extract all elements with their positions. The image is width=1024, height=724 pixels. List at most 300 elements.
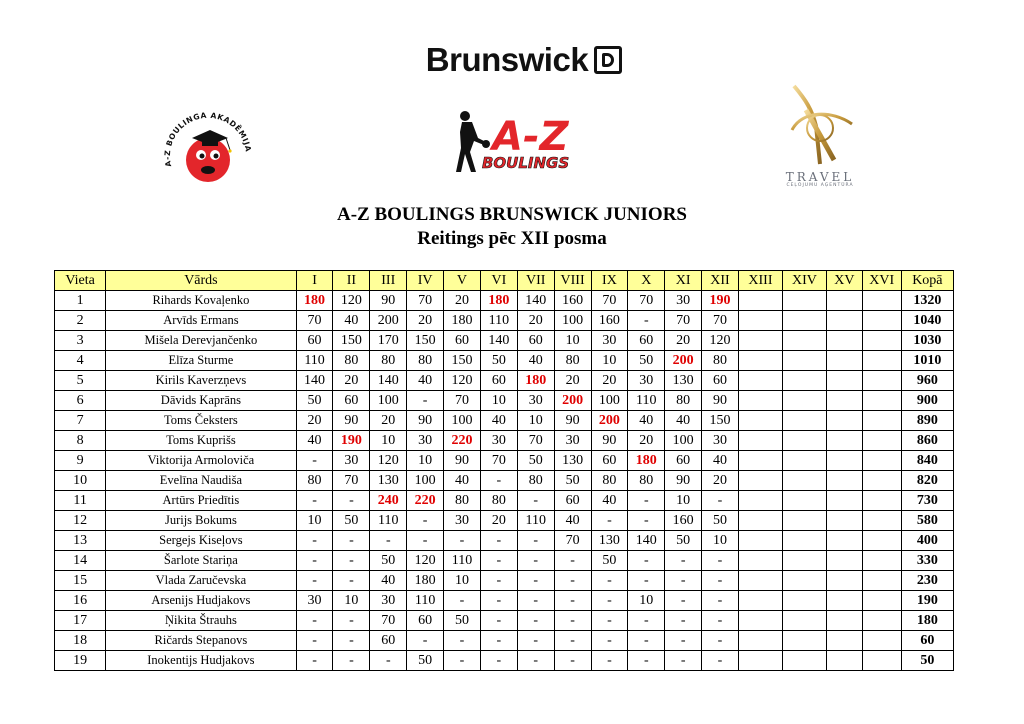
score-cell xyxy=(826,591,862,611)
score-cell: 10 xyxy=(480,391,517,411)
score-cell: - xyxy=(591,631,628,651)
score-cell: - xyxy=(296,551,333,571)
score-cell xyxy=(826,571,862,591)
column-header: VI xyxy=(480,271,517,291)
score-cell: - xyxy=(665,571,702,591)
score-cell: - xyxy=(554,551,591,571)
score-cell: 120 xyxy=(444,371,481,391)
score-cell xyxy=(782,571,826,591)
column-header: XIV xyxy=(782,271,826,291)
score-cell xyxy=(782,491,826,511)
score-cell: 30 xyxy=(333,451,370,471)
score-cell: 200 xyxy=(665,351,702,371)
score-cell: 80 xyxy=(480,491,517,511)
score-cell xyxy=(738,611,782,631)
name-cell: Vlada Zaručevska xyxy=(106,571,296,591)
page-subtitle: Reitings pēc XII posma xyxy=(417,228,607,249)
score-cell: - xyxy=(591,651,628,671)
total-cell: 860 xyxy=(901,431,953,451)
score-cell: - xyxy=(407,531,444,551)
score-cell: 70 xyxy=(517,431,554,451)
score-cell: - xyxy=(628,551,665,571)
column-header: VIII xyxy=(554,271,591,291)
score-cell: 30 xyxy=(665,291,702,311)
score-cell: 70 xyxy=(665,311,702,331)
score-cell: 110 xyxy=(628,391,665,411)
score-cell: - xyxy=(702,571,739,591)
brunswick-b-icon xyxy=(594,46,622,74)
column-header: Kopā xyxy=(901,271,953,291)
score-cell: 40 xyxy=(628,411,665,431)
name-cell: Ričards Stepanovs xyxy=(106,631,296,651)
score-cell: 80 xyxy=(407,351,444,371)
score-cell xyxy=(826,431,862,451)
score-cell xyxy=(782,451,826,471)
score-cell xyxy=(738,411,782,431)
score-cell: 60 xyxy=(702,371,739,391)
total-cell: 400 xyxy=(901,531,953,551)
score-cell: 10 xyxy=(591,351,628,371)
score-cell: - xyxy=(517,651,554,671)
score-cell: 100 xyxy=(554,311,591,331)
score-cell: 100 xyxy=(591,391,628,411)
score-cell xyxy=(738,291,782,311)
score-cell: - xyxy=(554,651,591,671)
name-cell: Inokentijs Hudjakovs xyxy=(106,651,296,671)
score-cell xyxy=(826,631,862,651)
column-header: Vieta xyxy=(55,271,106,291)
column-header: I xyxy=(296,271,333,291)
total-cell: 1040 xyxy=(901,311,953,331)
score-cell: - xyxy=(628,491,665,511)
score-cell: - xyxy=(296,491,333,511)
score-cell: - xyxy=(333,611,370,631)
score-cell: 20 xyxy=(296,411,333,431)
score-cell xyxy=(862,351,901,371)
place-cell: 14 xyxy=(55,551,106,571)
score-cell: 30 xyxy=(407,431,444,451)
place-cell: 15 xyxy=(55,571,106,591)
name-cell: Artūrs Priedītis xyxy=(106,491,296,511)
score-cell: 20 xyxy=(407,311,444,331)
score-cell: - xyxy=(480,531,517,551)
name-cell: Mišela Derevjančenko xyxy=(106,331,296,351)
score-cell: 90 xyxy=(702,391,739,411)
score-cell: - xyxy=(480,471,517,491)
score-cell: - xyxy=(444,531,481,551)
score-cell: 120 xyxy=(370,451,407,471)
score-cell: - xyxy=(407,511,444,531)
place-cell: 6 xyxy=(55,391,106,411)
score-cell xyxy=(782,411,826,431)
total-cell: 190 xyxy=(901,591,953,611)
score-cell: 40 xyxy=(702,451,739,471)
score-cell: 100 xyxy=(444,411,481,431)
score-cell: 80 xyxy=(628,471,665,491)
score-cell: 20 xyxy=(554,371,591,391)
score-cell xyxy=(738,551,782,571)
score-cell: - xyxy=(665,651,702,671)
table-row xyxy=(55,471,954,491)
score-cell: 60 xyxy=(665,451,702,471)
name-cell: Arsenijs Hudjakovs xyxy=(106,591,296,611)
score-cell: 50 xyxy=(296,391,333,411)
az-boulings-logo xyxy=(452,108,582,176)
score-cell: 80 xyxy=(296,471,333,491)
score-cell: 200 xyxy=(370,311,407,331)
name-cell: Šarlote Stariņa xyxy=(106,551,296,571)
score-cell xyxy=(826,531,862,551)
score-cell xyxy=(782,331,826,351)
score-cell: 10 xyxy=(370,431,407,451)
score-cell xyxy=(862,551,901,571)
score-cell: - xyxy=(517,551,554,571)
score-cell: - xyxy=(554,591,591,611)
place-cell: 9 xyxy=(55,451,106,471)
score-cell xyxy=(826,471,862,491)
table-row xyxy=(55,611,954,631)
score-cell: 50 xyxy=(444,611,481,631)
score-cell: 10 xyxy=(517,411,554,431)
score-cell: 80 xyxy=(517,471,554,491)
score-cell: 90 xyxy=(665,471,702,491)
score-cell: - xyxy=(702,611,739,631)
score-cell: 40 xyxy=(554,511,591,531)
score-cell: 150 xyxy=(444,351,481,371)
score-cell: 90 xyxy=(444,451,481,471)
score-cell xyxy=(862,371,901,391)
name-cell: Arvīds Ermans xyxy=(106,311,296,331)
score-cell: 20 xyxy=(333,371,370,391)
total-cell: 230 xyxy=(901,571,953,591)
score-cell: - xyxy=(480,611,517,631)
score-cell: - xyxy=(296,531,333,551)
score-cell: 90 xyxy=(554,411,591,431)
bowling-academy-logo xyxy=(158,110,258,192)
score-cell: - xyxy=(554,611,591,631)
table-row xyxy=(55,531,954,551)
score-cell: 60 xyxy=(628,331,665,351)
travel-subtitle: CEĻOJUMU AĢENTŪRA xyxy=(786,183,854,188)
place-cell: 12 xyxy=(55,511,106,531)
score-cell xyxy=(826,391,862,411)
total-cell: 330 xyxy=(901,551,953,571)
score-cell xyxy=(738,591,782,611)
score-cell: 30 xyxy=(702,431,739,451)
score-cell xyxy=(862,631,901,651)
score-cell: 110 xyxy=(517,511,554,531)
score-cell: - xyxy=(517,611,554,631)
score-cell: 190 xyxy=(702,291,739,311)
score-cell: 110 xyxy=(296,351,333,371)
score-cell: 240 xyxy=(370,491,407,511)
score-cell: 200 xyxy=(554,391,591,411)
score-cell xyxy=(782,431,826,451)
score-cell: 20 xyxy=(370,411,407,431)
score-cell: 70 xyxy=(370,611,407,631)
score-cell: 50 xyxy=(407,651,444,671)
score-cell: 70 xyxy=(591,291,628,311)
score-cell: - xyxy=(407,391,444,411)
place-cell: 3 xyxy=(55,331,106,351)
table-row xyxy=(55,571,954,591)
score-cell: 50 xyxy=(628,351,665,371)
score-cell xyxy=(782,631,826,651)
score-cell: 10 xyxy=(444,571,481,591)
score-cell: 60 xyxy=(444,331,481,351)
score-cell: 180 xyxy=(444,311,481,331)
score-cell: 20 xyxy=(628,431,665,451)
score-cell: 150 xyxy=(702,411,739,431)
score-cell: 50 xyxy=(370,551,407,571)
score-cell: - xyxy=(480,551,517,571)
score-cell: 50 xyxy=(480,351,517,371)
score-cell: - xyxy=(517,631,554,651)
total-cell: 1010 xyxy=(901,351,953,371)
name-cell: Toms Kuprišs xyxy=(106,431,296,451)
name-cell: Kirils Kaverzņevs xyxy=(106,371,296,391)
score-cell: - xyxy=(296,651,333,671)
score-cell: 80 xyxy=(444,491,481,511)
score-cell: - xyxy=(591,511,628,531)
score-cell: 10 xyxy=(665,491,702,511)
score-cell: - xyxy=(296,611,333,631)
brunswick-wordmark: Brunswick xyxy=(425,41,589,78)
score-cell: - xyxy=(517,491,554,511)
page-title: A-Z BOULINGS BRUNSWICK JUNIORS xyxy=(337,204,687,225)
table-row xyxy=(55,651,954,671)
score-cell: 20 xyxy=(665,331,702,351)
score-cell: 140 xyxy=(370,371,407,391)
score-cell: - xyxy=(333,551,370,571)
score-cell: 30 xyxy=(480,431,517,451)
name-cell: Toms Čeksters xyxy=(106,411,296,431)
place-cell: 8 xyxy=(55,431,106,451)
score-cell: 30 xyxy=(517,391,554,411)
score-cell: - xyxy=(702,551,739,571)
score-cell xyxy=(738,371,782,391)
score-cell: 80 xyxy=(370,351,407,371)
az-letters: A-Z xyxy=(492,114,569,160)
table-row xyxy=(55,451,954,471)
score-cell: - xyxy=(628,571,665,591)
score-cell: - xyxy=(480,651,517,671)
score-cell: 30 xyxy=(628,371,665,391)
score-cell xyxy=(862,411,901,431)
score-cell: - xyxy=(296,571,333,591)
score-cell: 130 xyxy=(591,531,628,551)
score-cell: 160 xyxy=(554,291,591,311)
score-cell xyxy=(826,491,862,511)
score-cell: 60 xyxy=(554,491,591,511)
table-row xyxy=(55,331,954,351)
score-cell: 10 xyxy=(702,531,739,551)
academy-arc-text: A-Z BOULINGA AKADĒMIJA xyxy=(162,110,253,168)
score-cell xyxy=(738,651,782,671)
score-cell xyxy=(862,331,901,351)
ranking-table xyxy=(54,270,954,671)
score-cell xyxy=(782,291,826,311)
score-cell xyxy=(782,551,826,571)
score-cell: 90 xyxy=(333,411,370,431)
score-cell: 30 xyxy=(554,431,591,451)
column-header: XVI xyxy=(862,271,901,291)
place-cell: 13 xyxy=(55,531,106,551)
score-cell: 90 xyxy=(591,431,628,451)
n-monogram-icon xyxy=(772,80,868,168)
score-cell: 110 xyxy=(444,551,481,571)
score-cell: - xyxy=(665,551,702,571)
score-cell xyxy=(782,651,826,671)
score-cell: 20 xyxy=(517,311,554,331)
column-header: VII xyxy=(517,271,554,291)
total-cell: 180 xyxy=(901,611,953,631)
score-cell: 180 xyxy=(517,371,554,391)
score-cell xyxy=(738,531,782,551)
score-cell: 40 xyxy=(480,411,517,431)
score-cell: 30 xyxy=(591,331,628,351)
table-row xyxy=(55,511,954,531)
score-cell xyxy=(782,351,826,371)
table-row xyxy=(55,351,954,371)
score-cell: 10 xyxy=(554,331,591,351)
place-cell: 16 xyxy=(55,591,106,611)
score-cell xyxy=(782,371,826,391)
score-cell xyxy=(738,391,782,411)
score-cell: 10 xyxy=(296,511,333,531)
table-header-row xyxy=(55,271,954,291)
score-cell: - xyxy=(591,571,628,591)
score-cell: - xyxy=(591,591,628,611)
score-cell: 70 xyxy=(407,291,444,311)
score-cell: - xyxy=(296,631,333,651)
score-cell: 40 xyxy=(517,351,554,371)
total-cell: 840 xyxy=(901,451,953,471)
score-cell: 120 xyxy=(333,291,370,311)
score-cell: 80 xyxy=(702,351,739,371)
score-cell: 60 xyxy=(591,451,628,471)
score-cell: - xyxy=(333,631,370,651)
score-cell xyxy=(862,591,901,611)
score-cell xyxy=(782,311,826,331)
table-row xyxy=(55,371,954,391)
score-cell: 40 xyxy=(665,411,702,431)
total-cell: 820 xyxy=(901,471,953,491)
score-cell: 50 xyxy=(665,531,702,551)
score-cell xyxy=(862,571,901,591)
score-cell xyxy=(738,351,782,371)
score-cell: 60 xyxy=(296,331,333,351)
table-row xyxy=(55,491,954,511)
table-row xyxy=(55,431,954,451)
score-cell: - xyxy=(444,631,481,651)
score-cell: 90 xyxy=(370,291,407,311)
score-cell: - xyxy=(333,491,370,511)
score-cell: 40 xyxy=(370,571,407,591)
score-cell: 220 xyxy=(444,431,481,451)
name-cell: Viktorija Armoloviča xyxy=(106,451,296,471)
table-row xyxy=(55,591,954,611)
score-cell xyxy=(862,651,901,671)
score-cell: 70 xyxy=(554,531,591,551)
score-cell xyxy=(826,351,862,371)
score-cell xyxy=(782,591,826,611)
score-cell: - xyxy=(665,611,702,631)
column-header: XII xyxy=(702,271,739,291)
score-cell: - xyxy=(702,591,739,611)
name-cell: Sergejs Kiseļovs xyxy=(106,531,296,551)
score-cell xyxy=(826,651,862,671)
total-cell: 580 xyxy=(901,511,953,531)
score-cell xyxy=(738,491,782,511)
score-cell: 130 xyxy=(554,451,591,471)
score-cell: 70 xyxy=(628,291,665,311)
score-cell xyxy=(862,611,901,631)
score-cell xyxy=(862,471,901,491)
score-cell: 50 xyxy=(554,471,591,491)
score-cell: 180 xyxy=(480,291,517,311)
score-cell: - xyxy=(628,651,665,671)
score-cell: 130 xyxy=(370,471,407,491)
score-cell: 100 xyxy=(370,391,407,411)
column-header: XIII xyxy=(738,271,782,291)
score-cell xyxy=(782,611,826,631)
column-header: XV xyxy=(826,271,862,291)
n-travel-logo xyxy=(772,80,868,188)
table-row xyxy=(55,291,954,311)
az-boulings-word: BOULINGS xyxy=(482,154,570,172)
score-cell xyxy=(738,431,782,451)
score-cell: 60 xyxy=(517,331,554,351)
score-cell xyxy=(782,471,826,491)
score-cell: 100 xyxy=(407,471,444,491)
score-cell xyxy=(826,611,862,631)
total-cell: 890 xyxy=(901,411,953,431)
table-row xyxy=(55,551,954,571)
score-cell: - xyxy=(628,631,665,651)
total-cell: 50 xyxy=(901,651,953,671)
score-cell xyxy=(826,311,862,331)
score-cell: - xyxy=(296,451,333,471)
score-cell: 20 xyxy=(480,511,517,531)
score-cell: 60 xyxy=(370,631,407,651)
score-cell: 70 xyxy=(444,391,481,411)
total-cell: 960 xyxy=(901,371,953,391)
score-cell: 180 xyxy=(628,451,665,471)
score-cell: 110 xyxy=(407,591,444,611)
score-cell: - xyxy=(480,571,517,591)
score-cell: 150 xyxy=(407,331,444,351)
column-header: V xyxy=(444,271,481,291)
score-cell: 120 xyxy=(407,551,444,571)
column-header: Vārds xyxy=(106,271,296,291)
name-cell: Rihards Kovaļenko xyxy=(106,291,296,311)
score-cell: 40 xyxy=(591,491,628,511)
score-cell: 140 xyxy=(296,371,333,391)
score-cell: 60 xyxy=(407,611,444,631)
score-cell xyxy=(862,311,901,331)
score-cell xyxy=(862,511,901,531)
score-cell: 10 xyxy=(333,591,370,611)
score-cell: - xyxy=(554,631,591,651)
score-cell: - xyxy=(370,651,407,671)
score-cell: 140 xyxy=(628,531,665,551)
score-cell: 30 xyxy=(370,591,407,611)
score-cell: - xyxy=(407,631,444,651)
score-cell: 170 xyxy=(370,331,407,351)
score-cell: - xyxy=(702,651,739,671)
score-cell: 20 xyxy=(702,471,739,491)
